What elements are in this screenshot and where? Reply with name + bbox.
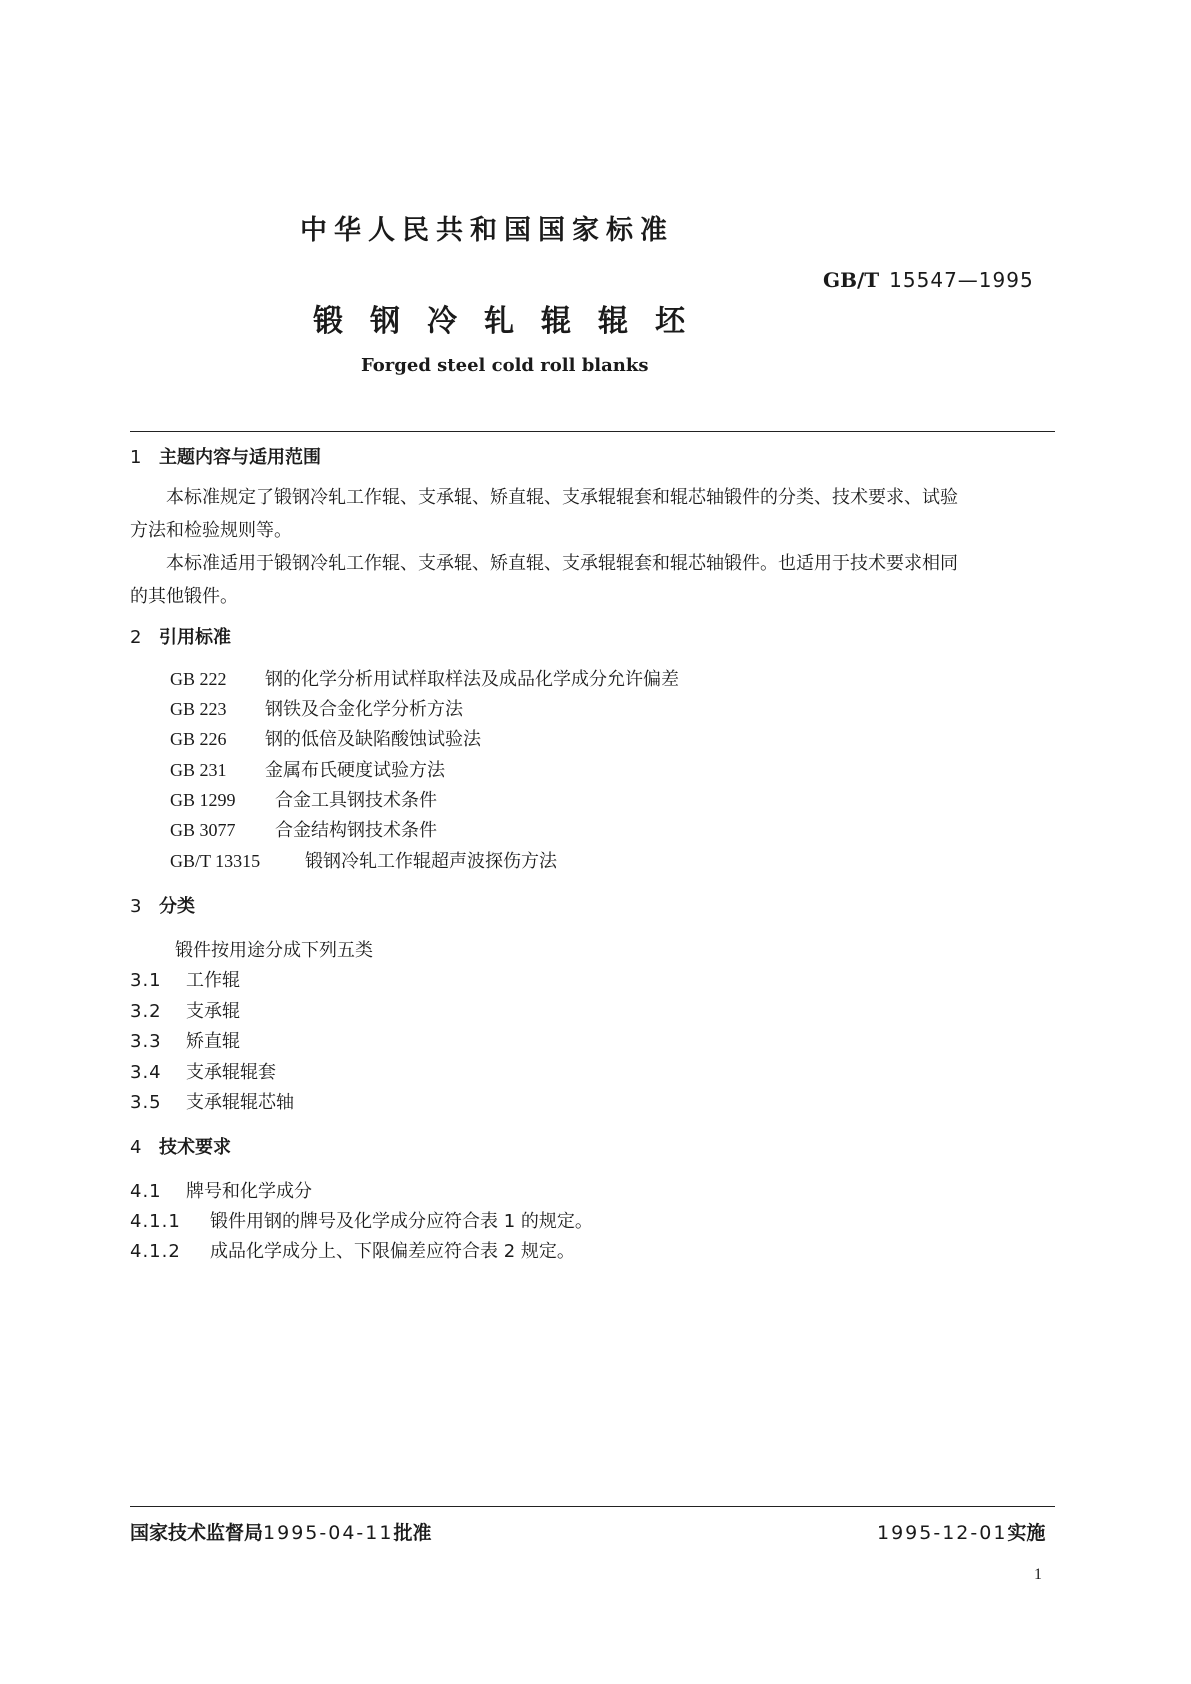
implementation-date: 1995-12-01 — [877, 1522, 1008, 1544]
standard-code-number: 15547—1995 — [889, 268, 1034, 292]
classification-item — [130, 997, 240, 1023]
reference-title: 锻钢冷轧工作辊超声波探伤方法 — [305, 851, 557, 872]
requirement-item — [130, 1177, 312, 1203]
reference-item — [170, 695, 463, 721]
item-number: 3.5 — [130, 1092, 162, 1113]
reference-item — [170, 665, 679, 691]
footer-divider — [130, 1506, 1055, 1507]
implementation-label: 实施 — [1007, 1522, 1046, 1544]
classification-intro: 锻件按用途分成下列五类 — [175, 940, 373, 961]
requirement-item — [130, 1207, 593, 1233]
approval-info — [130, 1518, 431, 1545]
section-number: 1 — [130, 447, 142, 468]
reference-title: 钢的化学分析用试样取样法及成品化学成分允许偏差 — [265, 669, 679, 690]
reference-title: 合金工具钢技术条件 — [275, 790, 437, 811]
item-number: 3.1 — [130, 970, 162, 991]
standard-code — [823, 268, 1034, 292]
section-4-heading — [130, 1133, 231, 1159]
section-1-heading — [130, 443, 321, 469]
requirement-item — [130, 1237, 575, 1263]
section-1-paragraph-2-line-1: 本标准适用于锻钢冷轧工作辊、支承辊、矫直辊、支承辊辊套和辊芯轴锻件。也适用于技术要求相同 — [166, 553, 958, 574]
section-number: 3 — [130, 896, 142, 917]
reference-item — [170, 847, 557, 873]
item-text: 锻件用钢的牌号及化学成分应符合表 1 的规定。 — [210, 1211, 593, 1232]
reference-item — [170, 786, 437, 812]
reference-title: 钢铁及合金化学分析方法 — [265, 699, 463, 720]
reference-code: GB 231 — [170, 760, 227, 780]
reference-title: 金属布氏硬度试验方法 — [265, 760, 445, 781]
item-number: 3.2 — [130, 1001, 162, 1022]
section-1-paragraph-1-line-1: 本标准规定了锻钢冷轧工作辊、支承辊、矫直辊、支承辊辊套和辊芯轴锻件的分类、技术要求、试验 — [166, 487, 958, 508]
document-title-cn: 锻钢冷轧辊辊坯 — [313, 304, 712, 339]
section-3-heading — [130, 892, 195, 918]
item-text: 支承辊辊套 — [186, 1062, 276, 1083]
section-1-paragraph-1-line-2: 方法和检验规则等。 — [130, 520, 292, 541]
section-2-heading — [130, 623, 231, 649]
section-number: 2 — [130, 627, 142, 648]
approve-label: 批准 — [393, 1522, 432, 1544]
item-text: 牌号和化学成分 — [186, 1181, 312, 1202]
national-standard-heading: 中华人民共和国国家标准 — [300, 215, 674, 246]
item-number: 3.3 — [130, 1031, 162, 1052]
reference-code: GB/T 13315 — [170, 851, 261, 871]
item-number: 4.1 — [130, 1181, 162, 1202]
item-number: 4.1.1 — [130, 1211, 181, 1232]
item-text: 成品化学成分上、下限偏差应符合表 2 规定。 — [210, 1241, 575, 1262]
standard-code-prefix: GB/T — [823, 268, 880, 292]
item-text: 工作辊 — [186, 970, 240, 991]
item-text: 支承辊辊芯轴 — [186, 1092, 294, 1113]
item-text: 支承辊 — [186, 1001, 240, 1022]
implementation-info — [877, 1518, 1045, 1545]
classification-item — [130, 1027, 240, 1053]
header-divider — [130, 431, 1055, 432]
reference-title: 钢的低倍及缺陷酸蚀试验法 — [265, 729, 481, 750]
reference-code: GB 1299 — [170, 790, 236, 810]
approve-date: 1995-04-11 — [263, 1522, 394, 1544]
reference-code: GB 3077 — [170, 820, 236, 840]
reference-code: GB 223 — [170, 699, 227, 719]
classification-item — [130, 966, 240, 992]
item-number: 4.1.2 — [130, 1241, 181, 1262]
item-text: 矫直辊 — [186, 1031, 240, 1052]
section-1-paragraph-2-line-2: 的其他锻件。 — [130, 586, 238, 607]
reference-item — [170, 816, 437, 842]
section-title: 主题内容与适用范围 — [159, 447, 321, 468]
reference-item — [170, 725, 481, 751]
classification-item — [130, 1088, 294, 1114]
section-title: 分类 — [159, 896, 195, 917]
reference-code: GB 222 — [170, 669, 227, 689]
section-title: 技术要求 — [159, 1137, 231, 1158]
page-number: 1 — [1034, 1566, 1042, 1583]
document-title-en: Forged steel cold roll blanks — [361, 355, 649, 376]
reference-item — [170, 756, 445, 782]
item-number: 3.4 — [130, 1062, 162, 1083]
section-number: 4 — [130, 1137, 142, 1158]
reference-code: GB 226 — [170, 729, 227, 749]
reference-title: 合金结构钢技术条件 — [275, 820, 437, 841]
section-title: 引用标准 — [159, 627, 231, 648]
approver: 国家技术监督局 — [130, 1522, 264, 1544]
classification-item — [130, 1058, 276, 1084]
